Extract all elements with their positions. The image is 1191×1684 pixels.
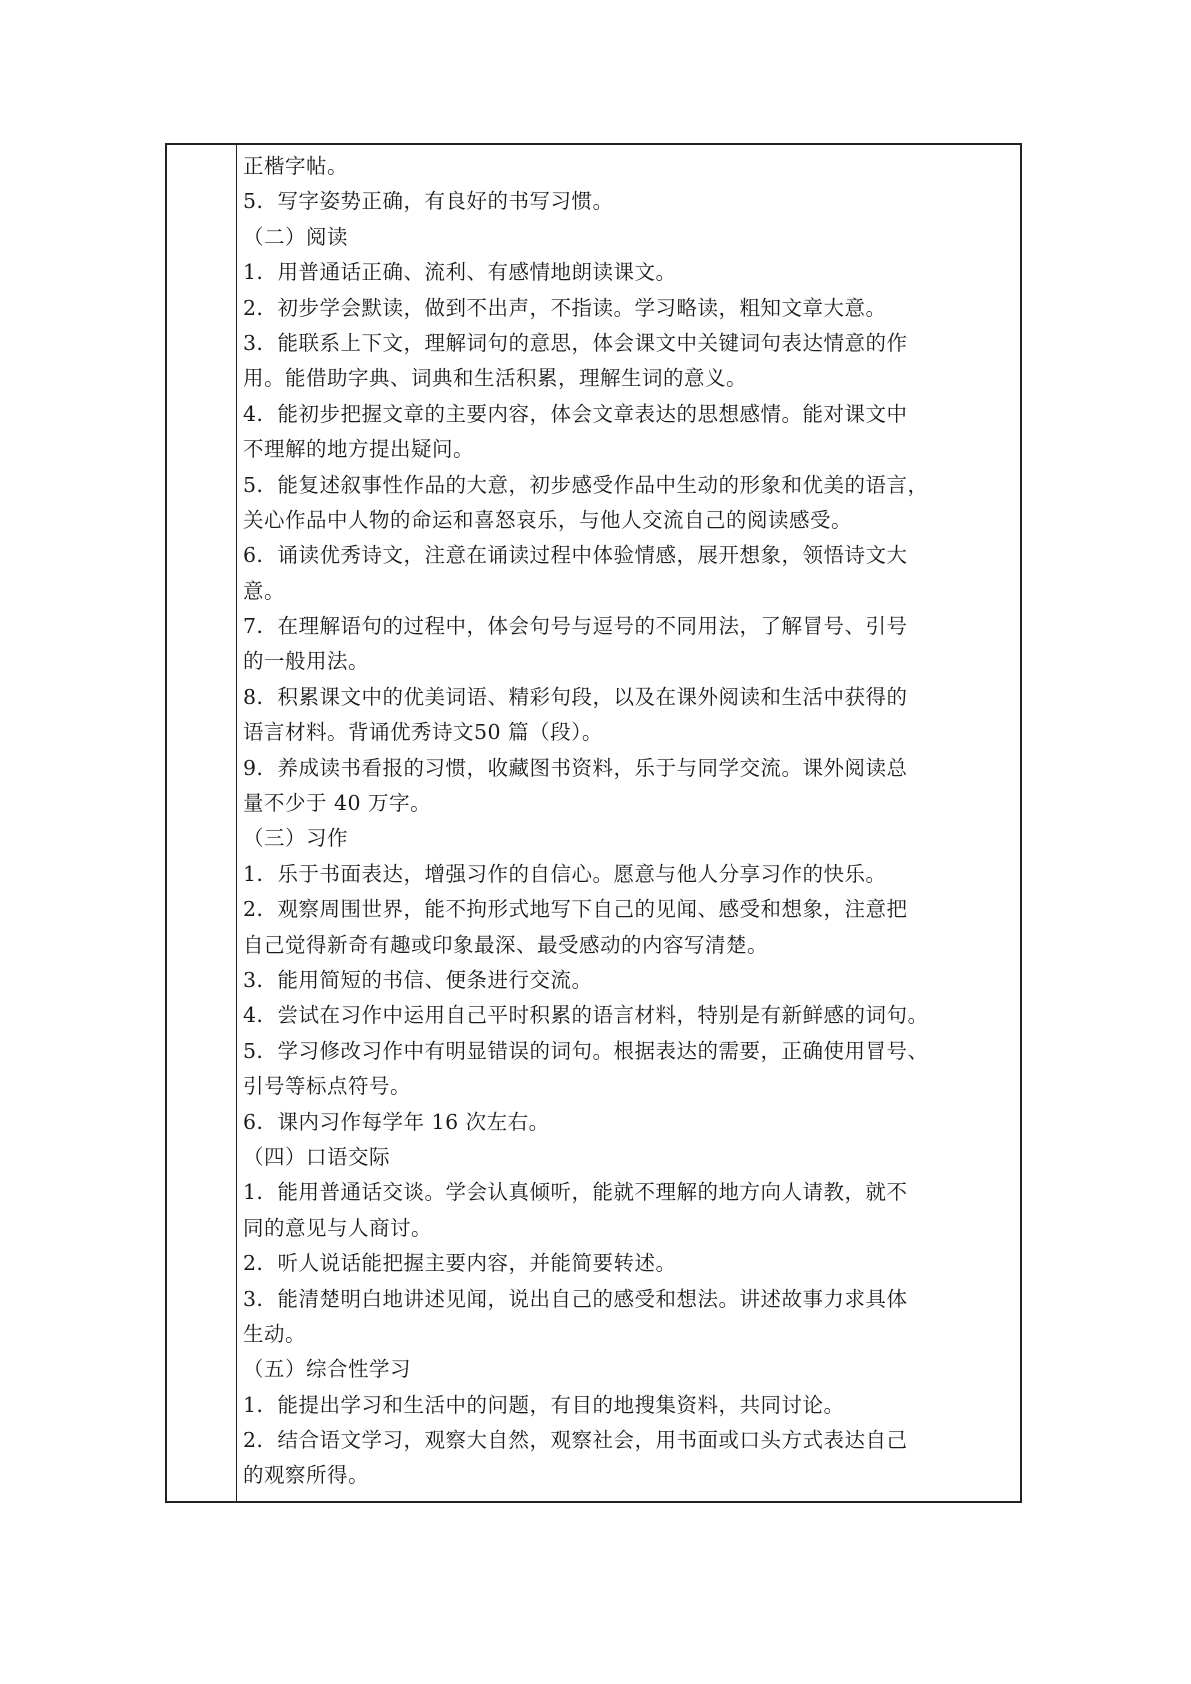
text-line: 生动。 xyxy=(243,1321,306,1346)
text-line: 3．能清楚明白地讲述见闻，说出自己的感受和想法。讲述故事力求具体 xyxy=(243,1286,908,1311)
text-line: 1．乐于书面表达，增强习作的自信心。愿意与他人分享习作的快乐。 xyxy=(243,861,887,886)
text-line: 4．尝试在习作中运用自己平时积累的语言材料，特别是有新鲜感的词句。 xyxy=(243,1003,929,1028)
text-line: 量不少于 40 万字。 xyxy=(243,791,432,816)
text-line: 引号等标点符号。 xyxy=(243,1074,411,1099)
text-line: 7．在理解语句的过程中，体会句号与逗号的不同用法，了解冒号、引号 xyxy=(243,614,908,639)
text-line: 2．听人说话能把握主要内容，并能简要转述。 xyxy=(243,1251,677,1276)
text-line: 9．养成读书看报的习惯，收藏图书资料，乐于与同学交流。课外阅读总 xyxy=(243,755,908,780)
section-heading: （五）综合性学习 xyxy=(243,1357,411,1382)
text-line: 2．结合语文学习，观察大自然，观察社会，用书面或口头方式表达自己 xyxy=(243,1428,908,1453)
text-line: 同的意见与人商讨。 xyxy=(243,1215,432,1240)
text-line: 6．诵读优秀诗文，注意在诵读过程中体验情感，展开想象，领悟诗文大 xyxy=(243,543,908,568)
text-line: 8．积累课文中的优美词语、精彩句段，以及在课外阅读和生活中获得的 xyxy=(243,684,908,709)
text-line: 正楷字帖。 xyxy=(243,154,348,178)
text-line: 自己觉得新奇有趣或印象最深、最受感动的内容写清楚。 xyxy=(243,932,768,957)
left-label-column xyxy=(167,145,237,1501)
text-line: 的观察所得。 xyxy=(243,1463,369,1488)
text-line: 1．能用普通话交谈。学会认真倾听，能就不理解的地方向人请教，就不 xyxy=(243,1180,908,1205)
content-cell xyxy=(243,149,1012,1494)
text-line: 不理解的地方提出疑问。 xyxy=(243,437,474,462)
text-line: 1．能提出学习和生活中的问题，有目的地搜集资料，共同讨论。 xyxy=(243,1392,845,1417)
text-line: 的一般用法。 xyxy=(243,649,369,674)
text-line: 1．用普通话正确、流利、有感情地朗读课文。 xyxy=(243,260,677,285)
text-line: 4．能初步把握文章的主要内容，体会文章表达的思想感情。能对课文中 xyxy=(243,401,908,426)
text-line: 5．学习修改习作中有明显错误的词句。根据表达的需要，正确使用冒号、 xyxy=(243,1038,929,1063)
section-heading: （三）习作 xyxy=(243,826,348,851)
section-heading: （四）口语交际 xyxy=(243,1144,390,1169)
text-line: 2．初步学会默读，做到不出声，不指读。学习略读，粗知文章大意。 xyxy=(243,295,887,320)
text-line: 意。 xyxy=(243,578,285,603)
text-line: 5．写字姿势正确，有良好的书写习惯。 xyxy=(243,189,614,214)
text-line: 6．课内习作每学年 16 次左右。 xyxy=(243,1109,550,1134)
text-line: 3．能用简短的书信、便条进行交流。 xyxy=(243,967,593,992)
document-table xyxy=(165,143,1022,1503)
text-line: 2．观察周围世界，能不拘形式地写下自己的见闻、感受和想象，注意把 xyxy=(243,897,908,922)
text-line: 用。能借助字典、词典和生活积累，理解生词的意义。 xyxy=(243,366,747,391)
text-line: 5．能复述叙事性作品的大意，初步感受作品中生动的形象和优美的语言， xyxy=(243,472,929,497)
section-heading: （二）阅读 xyxy=(243,224,348,249)
text-line: 语言材料。背诵优秀诗文50 篇（段）。 xyxy=(243,720,603,745)
text-line: 关心作品中人物的命运和喜怒哀乐，与他人交流自己的阅读感受。 xyxy=(243,507,852,532)
text-line: 3．能联系上下文，理解词句的意思，体会课文中关键词句表达情意的作 xyxy=(243,330,908,355)
